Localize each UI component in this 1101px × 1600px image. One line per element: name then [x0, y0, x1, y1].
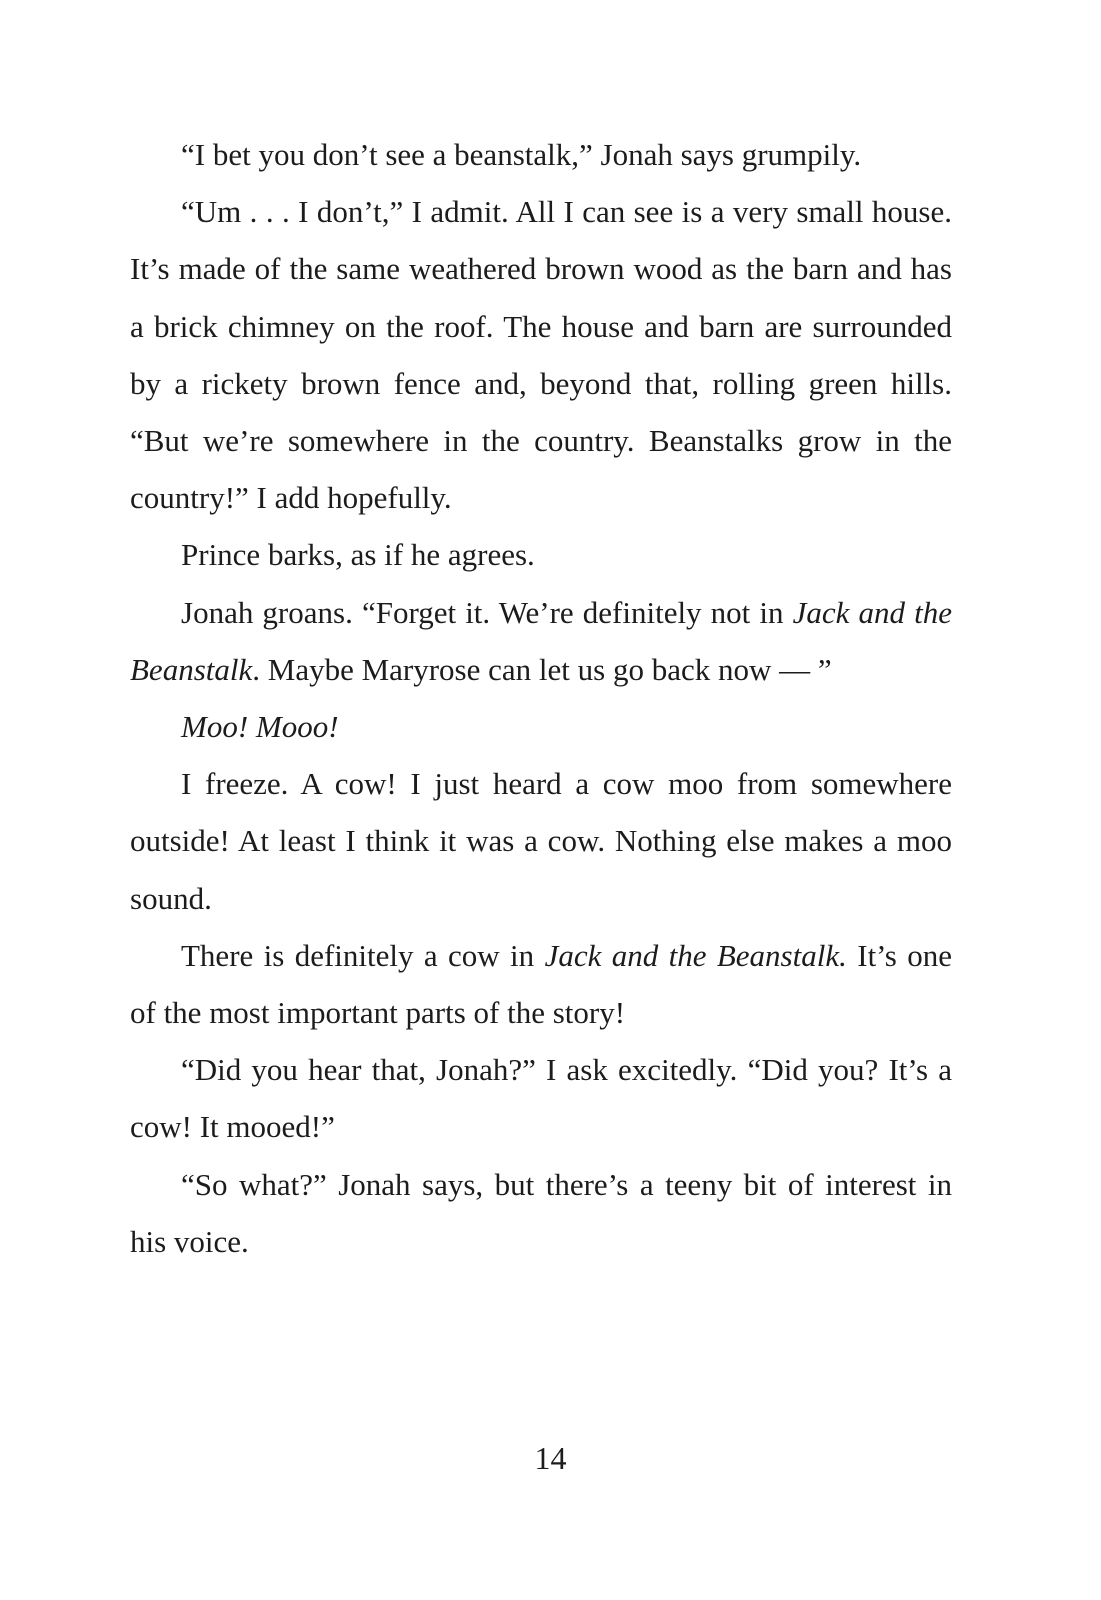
paragraph — [130, 755, 952, 927]
paragraph — [130, 183, 952, 526]
paragraph — [130, 1041, 952, 1155]
paragraph-text: Prince barks, as if he agrees. — [181, 537, 535, 573]
book-title-italic: Jack and the Beanstalk — [130, 594, 952, 687]
paragraph-text: “Um . . . I don’t,” I admit. All I can see is a very small house. It’s made of the same weathered brown wood as the barn and has a brick chimney on the roof. The house and barn are surrounded by a rickety brown fence and, beyond that, rolling green hills. “But we’re somewhere in the country. Beanstalks grow in the country!” I add hopefully. — [130, 194, 952, 516]
paragraph-text: It’s one of the most important parts of the story! — [130, 937, 952, 1031]
paragraph-text: There is definitely a cow in — [181, 937, 545, 973]
paragraph — [130, 584, 952, 698]
paragraph — [130, 927, 952, 1041]
paragraph — [130, 526, 952, 583]
paragraph-text: . Maybe Maryrose can let us go back now — ” — [252, 651, 832, 687]
paragraph-text: Jonah groans. “Forget it. We’re definitely not in — [181, 594, 793, 630]
book-title-italic: Jack and the Beanstalk. — [544, 937, 847, 973]
page-body — [130, 126, 952, 1270]
paragraph-text: I freeze. A cow! I just heard a cow moo from somewhere outside! At least I think it was a cow. Nothing else makes a moo sound. — [130, 766, 952, 916]
paragraph-text: “Did you hear that, Jonah?” I ask excitedly. “Did you? It’s a cow! It mooed!” — [130, 1052, 952, 1145]
paragraph — [130, 126, 952, 183]
paragraph — [130, 1156, 952, 1270]
paragraph — [130, 698, 952, 755]
paragraph-text: “I bet you don’t see a beanstalk,” Jonah says grumpily. — [181, 137, 862, 172]
paragraph-text: “So what?” Jonah says, but there’s a teeny bit of interest in his voice. — [130, 1166, 952, 1259]
sound-effect-italic: Moo! Mooo! — [181, 709, 339, 745]
page-number: 14 — [534, 1440, 567, 1476]
